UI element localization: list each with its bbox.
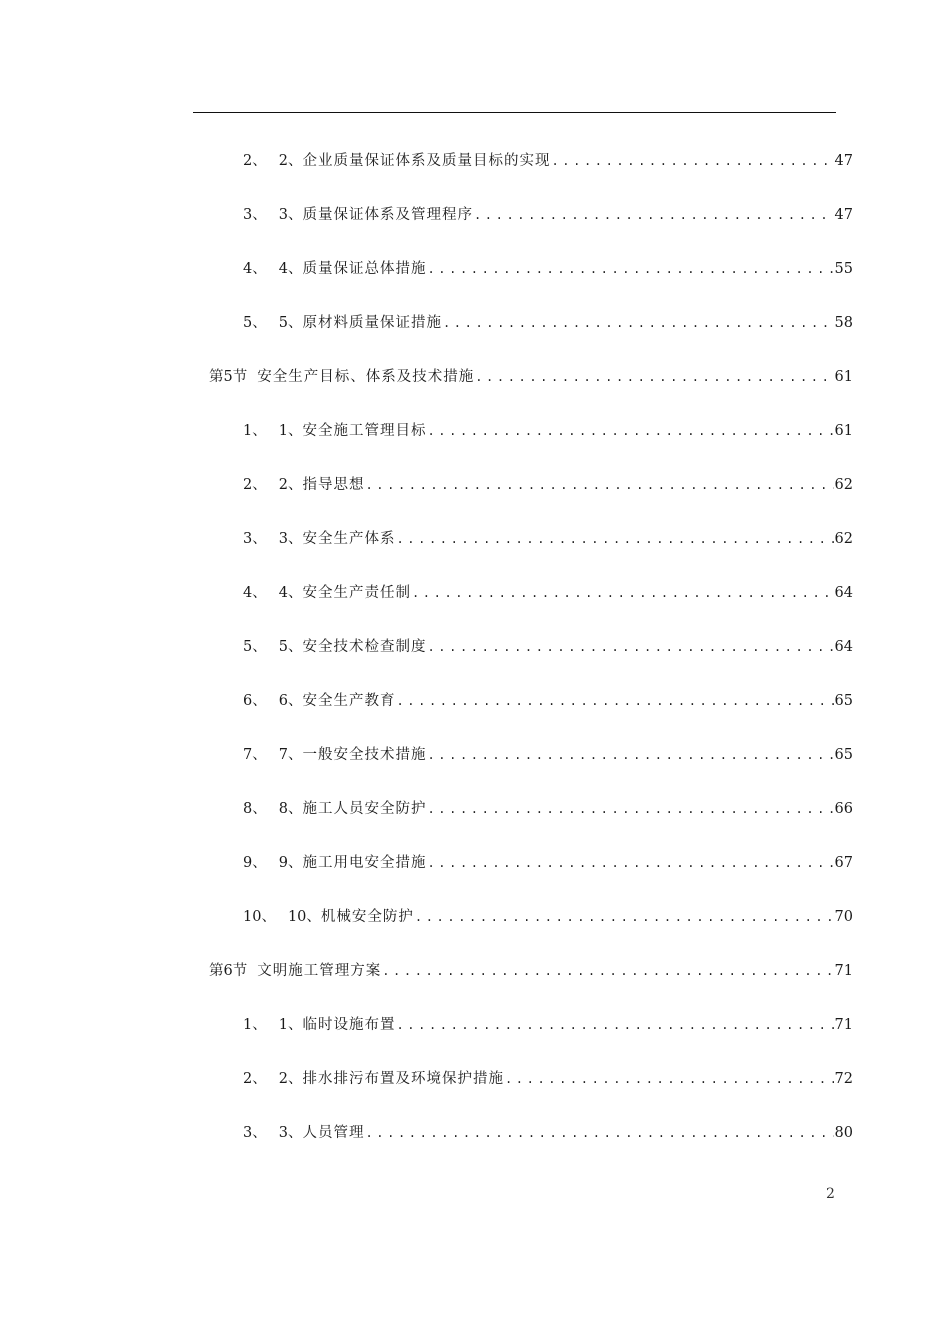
toc-entry-page: 66 bbox=[834, 801, 853, 817]
toc-entry-number: 3、 3、 bbox=[243, 1125, 303, 1141]
toc-entry-page: 67 bbox=[834, 855, 853, 871]
toc-entry-number: 第5节 bbox=[209, 369, 248, 385]
toc-entry[interactable] bbox=[243, 1123, 853, 1143]
toc-dot-leader bbox=[551, 151, 833, 171]
toc-dot-leader bbox=[427, 637, 833, 657]
toc-entry[interactable] bbox=[243, 745, 853, 765]
toc-entry[interactable] bbox=[243, 583, 853, 603]
toc-entry-title: 指导思想 bbox=[302, 477, 365, 493]
toc-entry-title: 安全施工管理目标 bbox=[302, 423, 427, 439]
toc-entry-title: 一般安全技术措施 bbox=[302, 747, 427, 763]
toc-entry-page: 70 bbox=[834, 909, 853, 925]
toc-entry[interactable] bbox=[243, 1069, 853, 1089]
toc-dot-leader bbox=[427, 745, 833, 765]
toc-entry[interactable] bbox=[243, 853, 853, 873]
toc-entry-number: 2、 2、 bbox=[243, 1071, 303, 1087]
toc-entry-page: 55 bbox=[834, 261, 853, 277]
toc-dot-leader bbox=[427, 421, 833, 441]
toc-dot-leader bbox=[427, 259, 833, 279]
toc-entry-number: 2、 2、 bbox=[243, 153, 303, 169]
toc-entry[interactable] bbox=[243, 637, 853, 657]
toc-entry-title: 原材料质量保证措施 bbox=[302, 315, 442, 331]
toc-entry-number: 9、 9、 bbox=[243, 855, 303, 871]
toc-entry-page: 62 bbox=[834, 477, 853, 493]
toc-entry-title: 机械安全防护 bbox=[320, 909, 414, 925]
toc-entry-page: 64 bbox=[834, 585, 853, 601]
toc-section-heading[interactable] bbox=[209, 367, 853, 387]
toc-entry-number: 7、 7、 bbox=[243, 747, 303, 763]
toc-dot-leader bbox=[475, 367, 833, 387]
toc-entry-title: 安全生产目标、体系及技术措施 bbox=[257, 369, 475, 385]
toc-entry-title: 质量保证总体措施 bbox=[302, 261, 427, 277]
toc-entry-number: 4、 4、 bbox=[243, 585, 303, 601]
toc-entry-title: 质量保证体系及管理程序 bbox=[302, 207, 473, 223]
toc-entry-number: 第6节 bbox=[209, 963, 248, 979]
toc-entry-page: 62 bbox=[834, 531, 853, 547]
footer-page-number: 2 bbox=[826, 1186, 835, 1202]
toc-entry-number: 1、 1、 bbox=[243, 1017, 303, 1033]
toc-entry-page: 72 bbox=[834, 1071, 853, 1087]
toc-entry[interactable] bbox=[243, 1015, 853, 1035]
toc-entry-number: 6、 6、 bbox=[243, 693, 303, 709]
toc-dot-leader bbox=[443, 313, 834, 333]
toc-dot-leader bbox=[396, 1015, 833, 1035]
toc-dot-leader bbox=[396, 691, 833, 711]
toc-entry-number: 5、 5、 bbox=[243, 315, 303, 331]
toc-entry-page: 61 bbox=[834, 423, 853, 439]
toc-dot-leader bbox=[415, 907, 834, 927]
toc-entry[interactable] bbox=[243, 151, 853, 171]
toc-dot-leader bbox=[474, 205, 834, 225]
toc-entry[interactable] bbox=[243, 691, 853, 711]
toc-dot-leader bbox=[365, 1123, 833, 1143]
toc-entry-page: 64 bbox=[834, 639, 853, 655]
toc-dot-leader bbox=[382, 961, 833, 981]
toc-entry-title: 安全技术检查制度 bbox=[302, 639, 427, 655]
toc-entry-page: 80 bbox=[834, 1125, 853, 1141]
toc-entry-number: 10、 10、 bbox=[243, 909, 321, 925]
toc-entry[interactable] bbox=[243, 205, 853, 225]
toc-entry-number: 5、 5、 bbox=[243, 639, 303, 655]
toc-entry-page: 65 bbox=[834, 747, 853, 763]
toc-entry-number: 2、 2、 bbox=[243, 477, 303, 493]
toc-entry-number: 1、 1、 bbox=[243, 423, 303, 439]
toc-entry-page: 47 bbox=[834, 153, 853, 169]
toc-entry-number: 8、 8、 bbox=[243, 801, 303, 817]
toc-dot-leader bbox=[427, 853, 833, 873]
toc-section-heading[interactable] bbox=[209, 961, 853, 981]
toc-entry-page: 58 bbox=[834, 315, 853, 331]
toc-dot-leader bbox=[412, 583, 834, 603]
toc-dot-leader bbox=[427, 799, 833, 819]
toc-entry-title: 施工用电安全措施 bbox=[302, 855, 427, 871]
toc-entry[interactable] bbox=[243, 475, 853, 495]
toc-entry-title: 施工人员安全防护 bbox=[302, 801, 427, 817]
toc-dot-leader bbox=[396, 529, 833, 549]
toc-entry-page: 71 bbox=[834, 963, 853, 979]
toc-entry-title: 安全生产教育 bbox=[302, 693, 396, 709]
header-rule bbox=[193, 112, 836, 113]
toc-entry-title: 临时设施布置 bbox=[302, 1017, 396, 1033]
toc-entry-title: 排水排污布置及环境保护措施 bbox=[302, 1071, 504, 1087]
toc-entry-page: 65 bbox=[834, 693, 853, 709]
toc-entry[interactable] bbox=[243, 259, 853, 279]
toc-entry-page: 61 bbox=[834, 369, 853, 385]
toc-entry-title: 企业质量保证体系及质量目标的实现 bbox=[302, 153, 551, 169]
toc-entry[interactable] bbox=[243, 421, 853, 441]
toc-entry[interactable] bbox=[243, 799, 853, 819]
toc-entry-title: 安全生产体系 bbox=[302, 531, 396, 547]
toc-entry-number: 3、 3、 bbox=[243, 531, 303, 547]
toc-dot-leader bbox=[365, 475, 833, 495]
toc-entry-title: 人员管理 bbox=[302, 1125, 365, 1141]
toc-entry-title: 文明施工管理方案 bbox=[257, 963, 382, 979]
toc-entry-title: 安全生产责任制 bbox=[302, 585, 411, 601]
toc-entry[interactable] bbox=[243, 313, 853, 333]
toc-entry-page: 47 bbox=[834, 207, 853, 223]
toc-dot-leader bbox=[505, 1069, 834, 1089]
toc-entry-page: 71 bbox=[834, 1017, 853, 1033]
toc-entry[interactable] bbox=[243, 529, 853, 549]
toc-entry-number: 3、 3、 bbox=[243, 207, 303, 223]
toc-entry-number: 4、 4、 bbox=[243, 261, 303, 277]
toc-entry[interactable] bbox=[243, 907, 853, 927]
